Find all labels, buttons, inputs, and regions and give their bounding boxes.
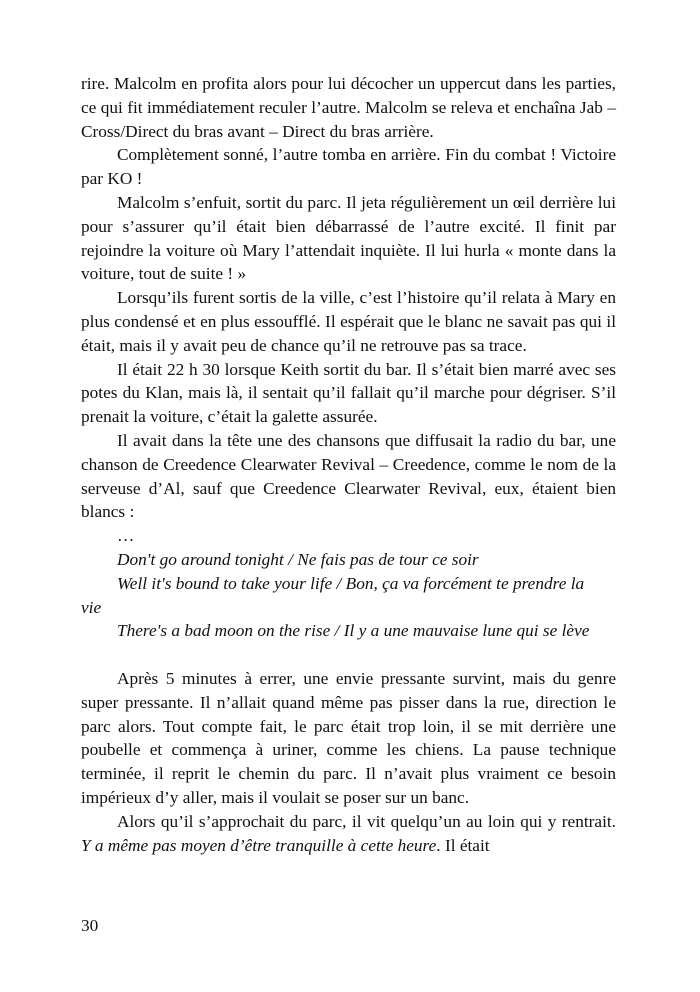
paragraph-7: Après 5 minutes à errer, une envie pressante survint, mais du genre super pressante. Il n’allait quand même pas pisser dans la rue, direction le parc alors. Tout compte fait, le parc était trop loin, il se mit derrière une poubelle et commença à uriner, comme les chiens. La pause technique terminée, il reprit le chemin du parc. Il n’avait plus vraiment ce besoin impérieux d’y aller, mais il voulait se poser sur un banc. bbox=[81, 668, 616, 807]
paragraph-6: Il avait dans la tête une des chansons que diffusait la radio du bar, une chanson de Creedence Clearwater Revival – Creedence, comme le nom de la serveuse d’Al, sauf que Creedence Clearwater Revival, eux, étaient bien blancs : bbox=[81, 430, 616, 522]
song-lyrics bbox=[81, 524, 616, 643]
lyrics-line-2-wrap: vie bbox=[81, 597, 102, 617]
paragraph-8-end: . Il était bbox=[436, 835, 490, 855]
paragraph-4: Lorsqu’ils furent sortis de la ville, c’est l’histoire qu’il relata à Mary en plus condensé et en plus essoufflé. Il espérait que le blanc ne savait pas qui il était, mais il y avait peu de chance qu’il ne retrouve pas sa trace. bbox=[81, 288, 616, 355]
section-gap bbox=[81, 643, 616, 667]
lyrics-line-2: Well it's bound to take your life / Bon, ça va forcément te prendre la bbox=[117, 573, 585, 593]
lyrics-ellipsis: … bbox=[117, 526, 135, 546]
paragraph-8 bbox=[81, 810, 616, 858]
lyrics-line-3: There's a bad moon on the rise / Il y a une mauvaise lune qui se lève bbox=[117, 621, 590, 641]
lyrics-line-1: Don't go around tonight / Ne fais pas de tour ce soir bbox=[117, 549, 479, 569]
page-body bbox=[81, 72, 616, 857]
paragraph-1: rire. Malcolm en profita alors pour lui décocher un uppercut dans les parties, ce qui fit immédiatement reculer l’autre. Malcolm se releva et enchaîna Jab – Cross/Direct du bras avant – Direct du bras arrière. bbox=[81, 74, 616, 141]
page-number: 30 bbox=[81, 916, 99, 935]
paragraph-3: Malcolm s’enfuit, sortit du parc. Il jeta régulièrement un œil derrière lui pour s’assurer qu’il était bien débarrassé de l’autre excité. Il finit par rejoindre la voiture où Mary l’attendait inquiète. Il lui hurla « monte dans la voiture, tout de suite ! » bbox=[81, 192, 616, 284]
paragraph-8-start: Alors qu’il s’approchait du parc, il vit quelqu’un au loin qui y rentrait. bbox=[117, 811, 616, 831]
paragraph-8-thought: Y a même pas moyen d’être tranquille à cette heure bbox=[81, 835, 437, 855]
paragraph-2: Complètement sonné, l’autre tomba en arrière. Fin du combat ! Victoire par KO ! bbox=[81, 145, 616, 189]
paragraph-5: Il était 22 h 30 lorsque Keith sortit du bar. Il s’était bien marré avec ses potes du Klan, mais là, il sentait qu’il fallait qu’il marche pour dégriser. S’il prenait la voiture, c’était la galette assurée. bbox=[81, 359, 616, 427]
